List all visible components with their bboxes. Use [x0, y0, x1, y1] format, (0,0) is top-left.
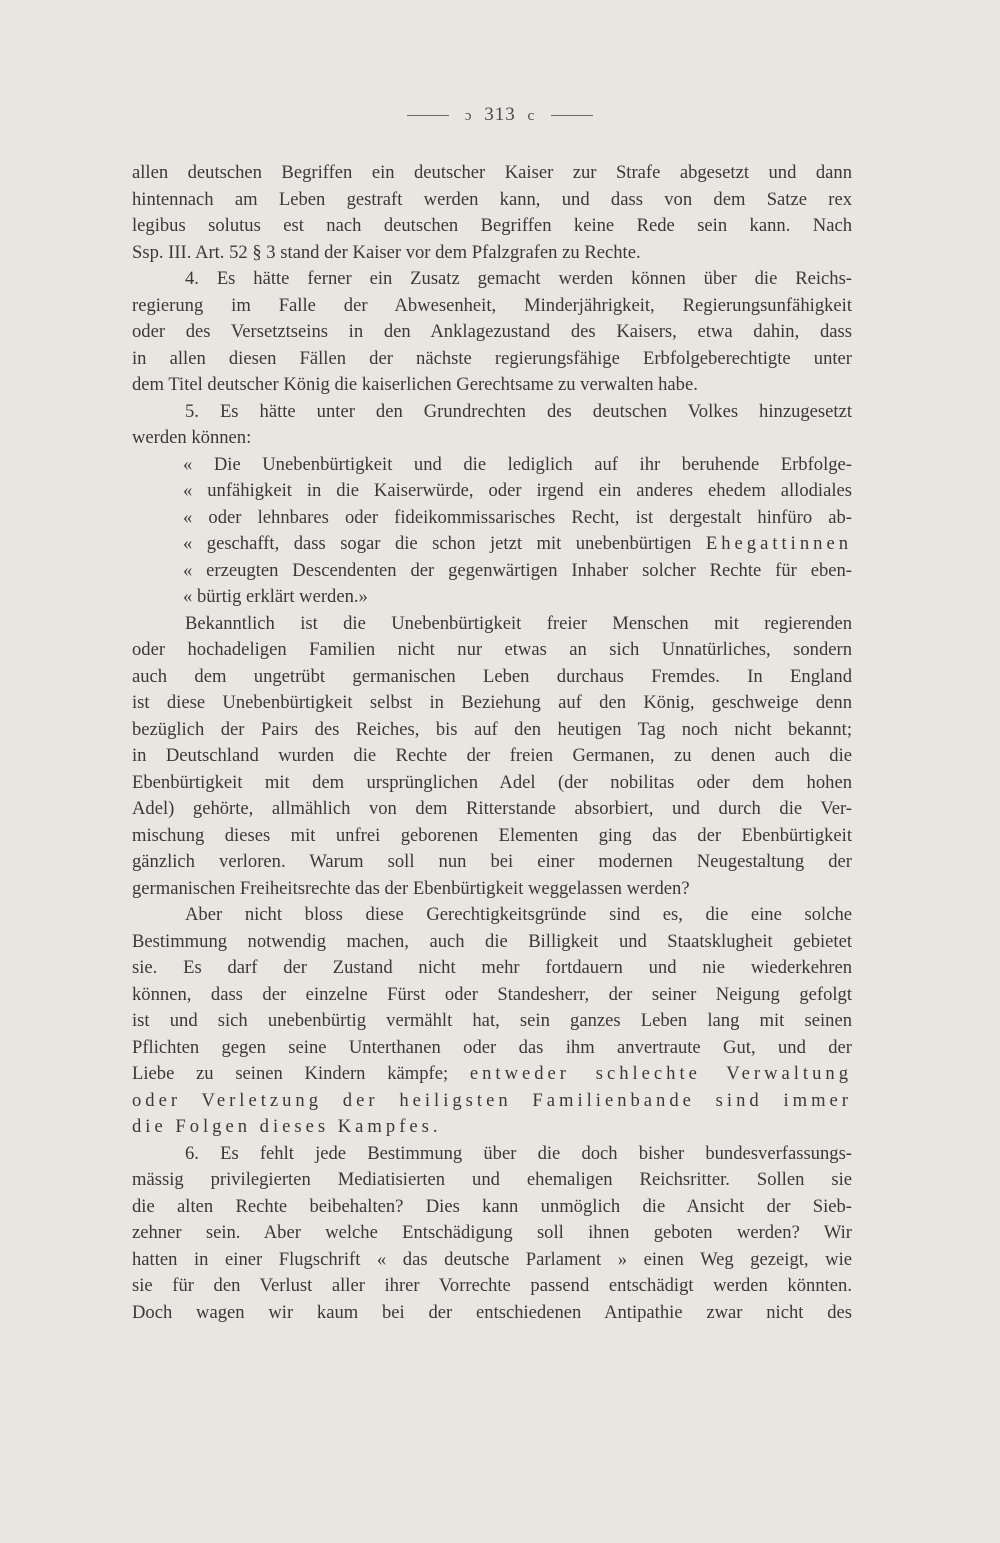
text-line: ist diese Unebenbürtigkeit selbst in Beziehung auf den König, geschweige denn [132, 692, 852, 713]
text-line: zehner sein. Aber welche Entschädigung soll ihnen geboten werden? Wir [132, 1222, 852, 1243]
text-line: ist und sich unebenbürtig vermählt hat, sein ganzes Leben lang mit seinen [132, 1010, 852, 1031]
text-line: dem Titel deutscher König die kaiserlichen Gerechtsame zu verwalten habe. [132, 374, 698, 395]
paragraph-continuation [132, 160, 852, 266]
text-line: sie. Es darf der Zustand nicht mehr fortdauern und nie wiederkehren [132, 957, 852, 978]
text-line-with-spaced-text [132, 1061, 852, 1088]
page-header [0, 104, 1000, 126]
text-line: Adel) gehörte, allmählich von dem Ritterstande absorbiert, und durch die Ver- [132, 798, 852, 819]
text-line: Pflichten gegen seine Unterthanen oder das ihm anvertraute Gut, und der [132, 1036, 852, 1058]
text-line: können, dass der einzelne Fürst oder Standesherr, der seiner Neigung gefolgt [132, 983, 852, 1005]
quote-line: « erzeugten Descendenten der gegenwärtigen Inhaber solcher Rechte für eben- [183, 559, 852, 581]
text-line: bezüglich der Pairs des Reiches, bis auf den heutigen Tag noch nicht bekannt; [132, 718, 852, 740]
text-line: auch dem ungetrübt germanischen Leben durchaus Fremdes. In England [132, 665, 852, 687]
text-line: regierung im Falle der Abwesenheit, Minderjährigkeit, Regierungsunfähigkeit [132, 294, 852, 316]
spaced-emphasis-word: Ehegattinnen [705, 533, 852, 554]
quote-line: « bürtig erklärt werden.» [183, 586, 368, 607]
text-line: Ssp. III. Art. 52 § 3 stand der Kaiser vor dem Pfalzgrafen zu Rechte. [132, 241, 641, 263]
quote-line-text: « geschafft, dass sogar die schon jetzt mit unebenbürtigen [183, 533, 692, 554]
text-line: germanischen Freiheitsrechte das der Ebenbürtigkeit weggelassen werden? [132, 877, 690, 899]
text-line: legibus solutus est nach deutschen Begriffen keine Rede sein kann. Nach [132, 215, 852, 236]
header-ornament-left: ɔ [464, 108, 473, 124]
text-line: gänzlich verloren. Warum soll nun bei einer modernen Neugestaltung der [132, 851, 852, 872]
paragraph-point-4 [132, 266, 852, 399]
text-line: allen deutschen Begriffen ein deutscher Kaiser zur Strafe abgesetzt und dann [132, 162, 852, 183]
header-rule-right [551, 115, 593, 116]
text-line: 6. Es fehlt jede Bestimmung über die doch bisher bundesverfassungs- [185, 1142, 852, 1164]
text-line: sie für den Verlust aller ihrer Vorrechte passend entschädigt werden könnten. [132, 1275, 852, 1296]
text-line: mischung dieses mit unfrei geborenen Elementen ging das der Ebenbürtigkeit [132, 824, 852, 846]
paragraph-point-5 [132, 399, 852, 452]
quote-line: « oder lehnbares oder fideikommissarisches Recht, ist dergestalt hinfüro ab- [183, 506, 852, 528]
page-body [132, 160, 852, 1326]
block-quote [132, 452, 852, 611]
header-rule-left [407, 115, 449, 116]
spaced-emphasis-line: oder Verletzung der heiligsten Familienbande sind immer [132, 1089, 852, 1111]
quote-line-with-spaced-word [183, 531, 852, 558]
text-line: 4. Es hätte ferner ein Zusatz gemacht werden können über die Reichs- [185, 268, 852, 289]
text-line: mässig privilegierten Mediatisierten und ehemaligen Reichsritter. Sollen sie [132, 1169, 852, 1190]
spaced-emphasis-text: entweder schlechte Verwaltung [469, 1063, 852, 1084]
text-line: Aber nicht bloss diese Gerechtigkeitsgründe sind es, die eine solche [185, 904, 852, 925]
text-line: werden können: [132, 427, 252, 448]
paragraph-point-6 [132, 1141, 852, 1327]
page-number: 313 [484, 104, 516, 125]
paragraph-gerechtigkeit [132, 902, 852, 1141]
text-line: die alten Rechte beibehalten? Dies kann unmöglich die Ansicht der Sieb- [132, 1195, 852, 1217]
text-line: Bestimmung notwendig machen, auch die Billigkeit und Staatsklugheit gebietet [132, 930, 852, 952]
text-line: 5. Es hätte unter den Grundrechten des deutschen Volkes hinzugesetzt [185, 400, 852, 422]
text-line-part: Liebe zu seinen Kindern kämpfe; [132, 1063, 449, 1084]
text-line: Ebenbürtigkeit mit dem ursprünglichen Adel (der nobilitas oder dem hohen [132, 771, 852, 793]
header-ornament-right: c [527, 108, 536, 124]
text-line: Doch wagen wir kaum bei der entschiedenen Antipathie zwar nicht des [132, 1301, 852, 1323]
text-line: hintennach am Leben gestraft werden kann, und dass von dem Satze rex [132, 188, 852, 210]
quote-line: « unfähigkeit in die Kaiserwürde, oder irgend ein anderes ehedem allodiales [183, 480, 852, 501]
spaced-emphasis-line: die Folgen dieses Kampfes. [132, 1116, 442, 1137]
quote-line: « Die Unebenbürtigkeit und die lediglich auf ihr beruhende Erbfolge- [183, 453, 852, 475]
text-line: in Deutschland wurden die Rechte der freien Germanen, zu denen auch die [132, 745, 852, 766]
text-line: hatten in einer Flugschrift « das deutsche Parlament » einen Weg gezeigt, wie [132, 1248, 852, 1270]
text-line: oder hochadeligen Familien nicht nur etwas an sich Unnatürliches, sondern [132, 639, 852, 660]
paragraph-unebenbuertigkeit [132, 611, 852, 903]
text-line: oder des Versetztseins in den Anklagezustand des Kaisers, etwa dahin, dass [132, 321, 852, 342]
text-line: Bekanntlich ist die Unebenbürtigkeit freier Menschen mit regierenden [185, 612, 852, 634]
text-line: in allen diesen Fällen der nächste regierungsfähige Erbfolgeberechtigte unter [132, 347, 852, 369]
